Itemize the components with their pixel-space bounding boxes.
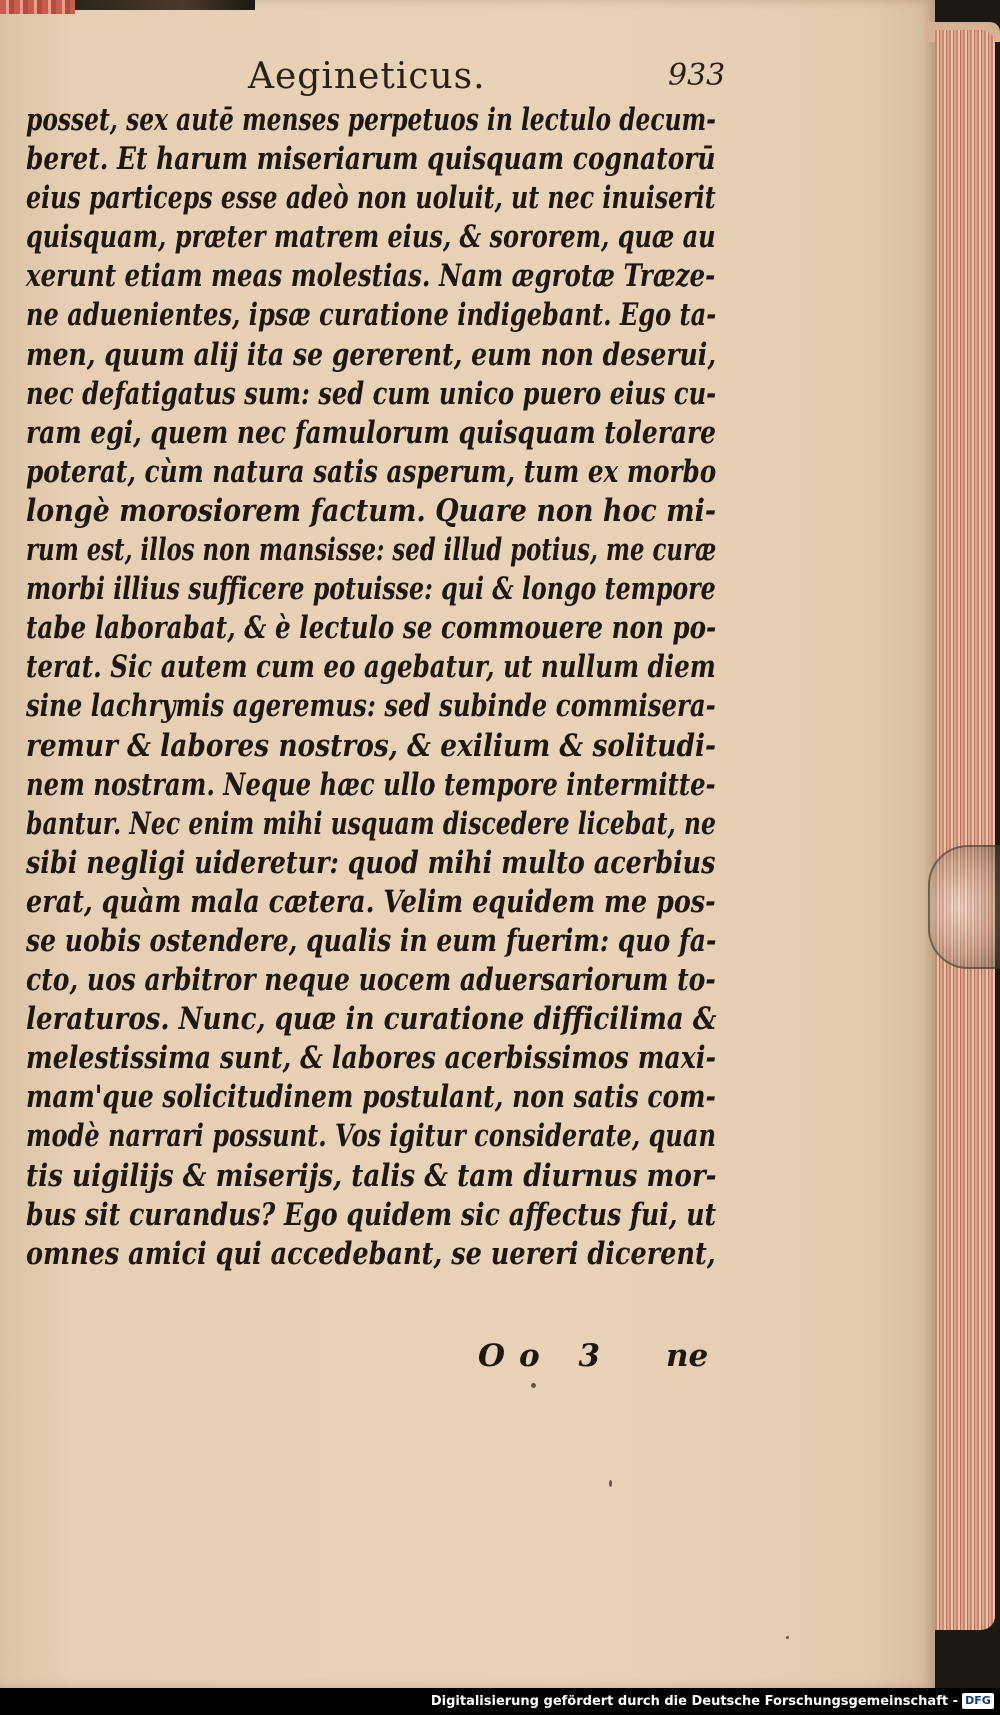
credit-text: Digitalisierung gefördert durch die Deutsche Forschungsgemeinschaft - <box>430 1694 958 1709</box>
text-line: erat, quàm mala cætera. Velim equidem me pos- <box>26 883 716 920</box>
text-line: longè morosiorem factum. Quare non hoc mi- <box>26 492 717 529</box>
text-line: bantur. Nec enim mihi usquam discedere licebat, ne <box>26 805 716 842</box>
body-text <box>26 101 716 1274</box>
text-line: eius particeps esse adeò non uoluit, ut nec inuiserit <box>26 180 716 217</box>
catchword: ne <box>666 1338 709 1374</box>
text-line: modè narrari possunt. Vos igitur considerate, quan <box>26 1118 716 1155</box>
text-line: leraturos. Nunc, quæ in curatione difficilima & <box>26 1001 717 1038</box>
text-line: terat. Sic autem cum eo agebatur, ut nullum diem <box>26 649 716 686</box>
text-line: bus sit curandus? Ego quidem sic affectus fui, ut <box>26 1196 717 1233</box>
text-line: nec defatigatus sum: sed cum unico puero eius cu- <box>26 375 717 412</box>
binding-shadow <box>75 0 255 10</box>
page-footer <box>0 1338 935 1388</box>
text-line: se uobis ostendere, qualis in eum fuerim: quo fa- <box>26 922 717 959</box>
text-line: sibi negligi uideretur: quod mihi multo acerbius <box>26 844 716 881</box>
text-line: ram egi, quem nec famulorum quisquam tolerare <box>26 414 717 451</box>
text-line: melestissima sunt, & labores acerbissimos maxi- <box>26 1040 716 1077</box>
signature-mark: Oo 3 <box>478 1338 615 1374</box>
text-line: rum est, illos non mansisse: sed illud potius, me curæ <box>26 532 717 569</box>
running-title: Aegineticus. <box>248 56 486 97</box>
text-line: nem nostram. Neque hæc ullo tempore intermitte- <box>26 766 716 803</box>
binding-corner-decoration <box>0 0 75 14</box>
credit-bar <box>0 1688 1000 1715</box>
dfg-logo: DFG <box>962 1693 994 1709</box>
text-line: ne aduenientes, ipsæ curatione indigebant. Ego ta- <box>26 297 717 334</box>
text-line: remur & labores nostros, & exilium & solitudi- <box>26 727 717 764</box>
text-line: sine lachrymis ageremus: sed subinde commisera- <box>26 688 716 725</box>
glass-page-weight <box>928 845 1000 969</box>
text-line: poterat, cùm natura satis asperum, tum ex morbo <box>26 453 717 490</box>
page-number: 933 <box>668 58 726 93</box>
text-line: beret. Et harum miseriarum quisquam cognatorū <box>26 141 716 178</box>
text-line: morbi illius sufficere potuisse: qui & longo tempore <box>26 571 716 608</box>
page-header <box>0 50 935 106</box>
text-line: posset, sex autē menses perpetuos in lectulo decum- <box>26 102 716 138</box>
fore-edge <box>935 30 995 1630</box>
text-line: quisquam, præter matrem eius, & sororem, quæ au <box>26 219 716 256</box>
text-line: tabe laborabat, & è lectulo se commouere non po- <box>26 610 717 647</box>
text-line: cto, uos arbitror neque uocem aduersariorum to- <box>26 962 716 999</box>
ink-spot <box>531 1383 536 1388</box>
text-line: omnes amici qui accedebant, se uereri dicerent, <box>26 1235 716 1272</box>
text-line: tis uigilijs & miserijs, talis & tam diurnus mor- <box>26 1157 717 1194</box>
ink-spot <box>609 1480 612 1487</box>
text-line: xerunt etiam meas molestias. Nam ægrotæ Træze- <box>26 258 716 295</box>
text-line: men, quum alij ita se gererent, eum non deserui, <box>26 336 717 373</box>
ink-spot <box>786 1636 789 1639</box>
text-line: mam'que solicitudinem postulant, non satis com- <box>26 1079 716 1116</box>
